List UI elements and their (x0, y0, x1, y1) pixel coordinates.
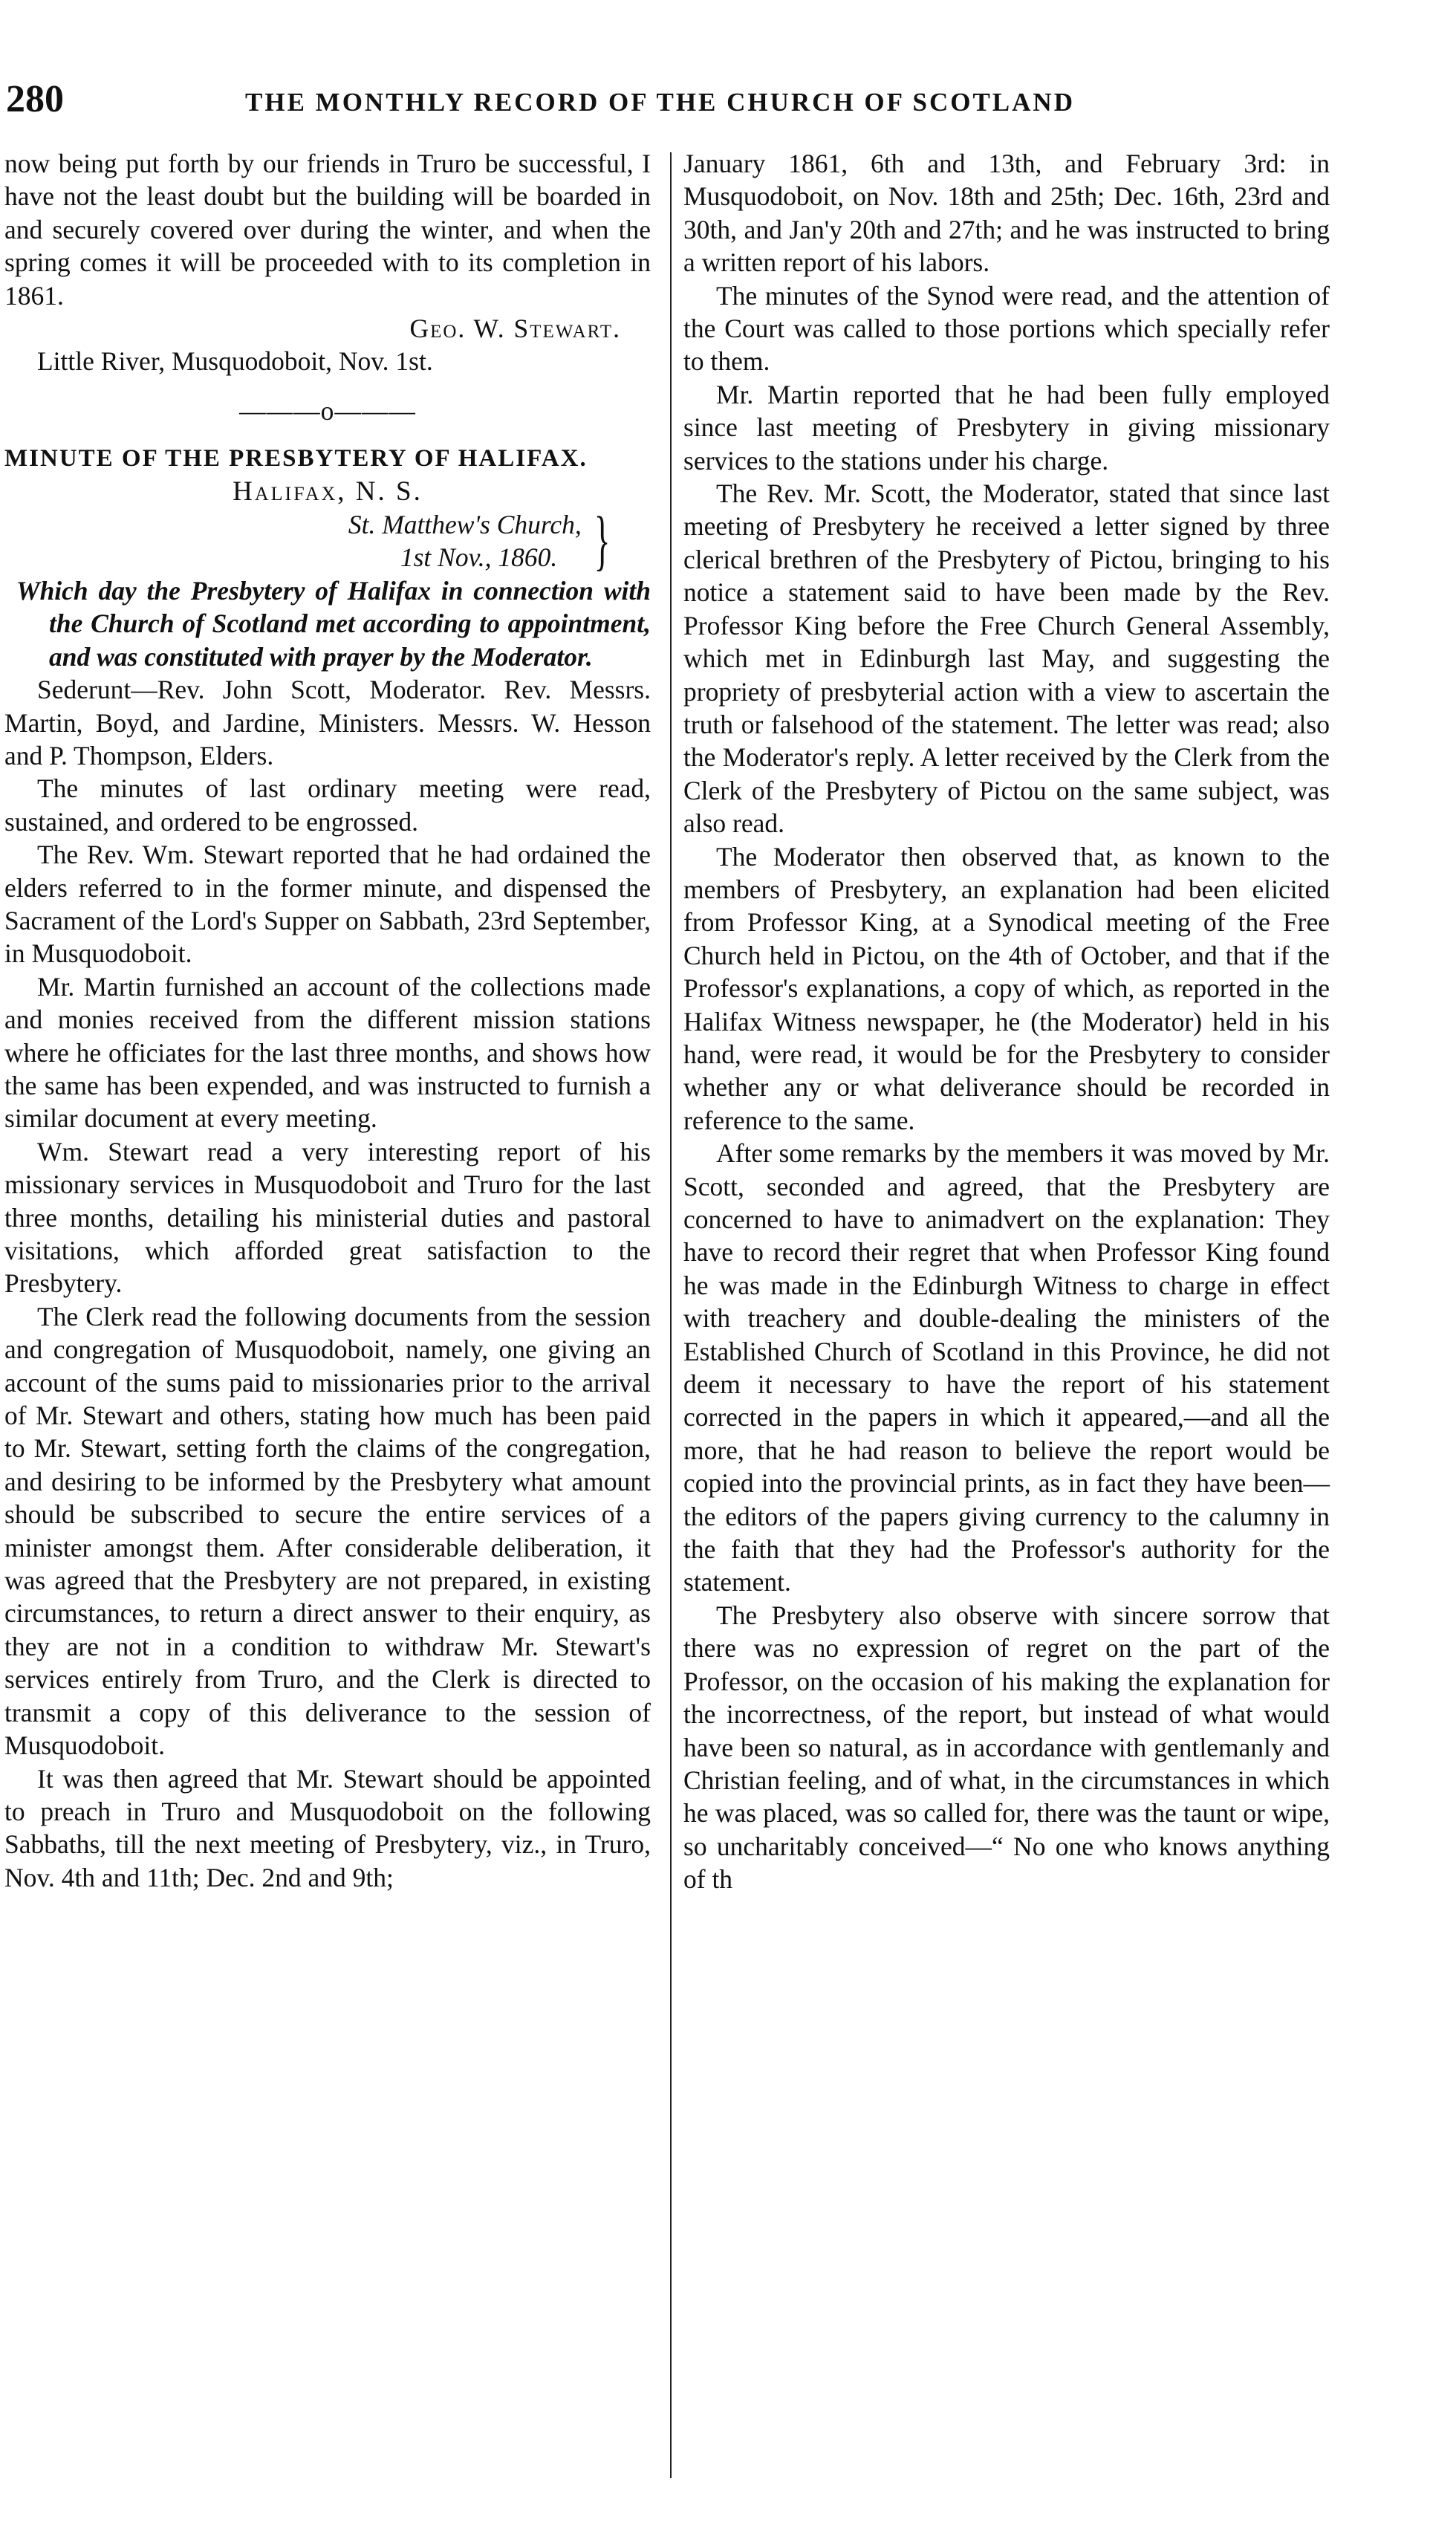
signature-place: Little River, Musquodoboit, Nov. 1st. (37, 346, 433, 377)
section-separator: ———o——— (239, 395, 416, 426)
signature-name: Geo. W. Stewart. (409, 314, 621, 344)
martin-report-paragraph: Mr. Martin reported that he had been fully employed since last meeting of Presbytery in giving missionary services to the stations under his charge. (683, 379, 1330, 476)
place-heading: Halifax, N. S. (233, 476, 423, 507)
brace-glyph: } (594, 504, 611, 578)
preamble: Which day the Presbytery of Halifax in connection with the Church of Scotland met according to appointment, and was constituted with prayer by the Moderator. (16, 575, 651, 672)
carryover-paragraph: January 1861, 6th and 13th, and February 3rd: in Musquodoboit, on Nov. 18th and 25th; Dec. 16th, 23rd and 30th, and Jan'y 20th and 27th; and he was instructed to bring a written report of his labors. (683, 149, 1330, 278)
church-date-block (4, 504, 651, 578)
observe-paragraph: The Presbytery also observe with sincere sorrow that there was no expression of regret on the part of the Professor, on the occasion of his making the explanation for the incorrectness, of the report, but instead of what would have been so natural, as in accordance with gentlemanly and Christian feeling, and of what, in the circumstances in which he was placed, was so called for, there was the taunt or wipe, so uncharitably conceived—“ No one who knows anything of th (683, 1600, 1330, 1895)
clerk-documents-paragraph: The Clerk read the following documents from the session and congregation of Musquodoboit, namely, one giving an account of the sums paid to missionaries prior to the arrival of Mr. Stewart and others, stating how much has been paid to Mr. Stewart, setting forth the claims of the congregation, and desiring to be informed by the Presbytery what amount should be subscribed to secure the entire services of a minister amongst them. After considerable deliberation, it was agreed that the Presbytery are not prepared, in existing circumstances, to return a direct answer to their enquiry, as they are not in a condition to withdraw Mr. Stewart's services entirely from Truro, and the Clerk is directed to transmit a copy of this deliverance to the session of Musquodoboit. (4, 1301, 651, 1761)
scott-letter-paragraph: The Rev. Mr. Scott, the Moderator, stated that since last meeting of Presbytery he received a letter signed by three clerical brethren of the Presbytery of Pictou, bringing to his notice a statement said to have been made by the Rev. Professor King before the Free Church General Assembly, which met in Edinburgh last May, and suggesting the propriety of presbyterial action with a view to ascertain the truth or falsehood of the statement. The letter was read; also the Moderator's reply. A letter received by the Clerk from the Clerk of the Presbytery of Pictou on the same subject, was also read. (683, 478, 1330, 839)
sederunt-paragraph: Sederunt—Rev. John Scott, Moderator. Rev. Messrs. Martin, Boyd, and Jardine, Ministers. Messrs. W. Hesson and P. Thompson, Elders. (4, 675, 651, 770)
moderator-paragraph: The Moderator then observed that, as known to the members of Presbytery, an explanation had been elicited from Professor King, at a Synodical meeting of the Free Church held in Pictou, on the 4th of October, and that if the Professor's explanations, a copy of which, as reported in the Halifax Witness newspaper, he (the Moderator) held in his hand, were read, it would be for the Presbytery to consider whether any or what deliverance should be recorded in reference to the same. (683, 841, 1330, 1135)
left-column (4, 147, 651, 1894)
stewart-report-paragraph: The Rev. Wm. Stewart reported that he had ordained the elders referred to in the former minute, and dispensed the Sacrament of the Lord's Supper on Sabbath, 23rd September, in Musquodoboit. (4, 840, 651, 969)
remarks-paragraph: After some remarks by the members it was moved by Mr. Scott, seconded and agreed, that the Presbytery are concerned to have to animadvert on the explanation: They have to record their regret that when Professor King found he was made in the Edinburgh Witness to charge in effect with treachery and double-dealing the ministers of the Established Church of Scotland in this Province, he did not deem it necessary to have the report of his statement corrected in the papers in which it appeared,—and all the more, that he had reason to believe the report would be copied into the provincial prints, as in fact they have been—the editors of the papers giving currency to the calumny in the faith that they had the Professor's authority for the statement. (683, 1138, 1330, 1597)
church-name: St. Matthew's Church, (348, 510, 582, 540)
synod-paragraph: The minutes of the Synod were read, and the attention of the Court was called to those portions which specially refer to them. (683, 280, 1330, 377)
page-number: 280 (6, 78, 64, 120)
section-title: MINUTE OF THE PRESBYTERY OF HALIFAX. (4, 445, 588, 473)
right-column (683, 147, 1330, 1896)
carryover-paragraph: now being put forth by our friends in Truro be successful, I have not the least doubt but the building will be boarded in and securely covered over during the winter, and when the spring comes it will be proceeded with to its completion in 1861. (4, 149, 651, 311)
wm-stewart-paragraph: Wm. Stewart read a very interesting report of his missionary services in Musquodoboit and Truro for the last three months, detailing his ministerial duties and pastoral visitations, which afforded great satisfaction to the Presbytery. (4, 1136, 651, 1299)
column-divider (670, 152, 672, 2478)
minutes-paragraph: The minutes of last ordinary meeting were read, sustained, and ordered to be engrossed. (4, 773, 651, 837)
martin-account-paragraph: Mr. Martin furnished an account of the collections made and monies received from the different mission stations where he officiates for the last three months, and shows how the same has been expended, and was instructed to furnish a similar document at every meeting. (4, 971, 651, 1134)
running-title: THE MONTHLY RECORD OF THE CHURCH OF SCOTLAND (245, 88, 1075, 117)
appointment-paragraph: It was then agreed that Mr. Stewart should be appointed to preach in Truro and Musquodoboit on the following Sabbaths, till the next meeting of Presbytery, viz., in Truro, Nov. 4th and 11th; Dec. 2nd and 9th; (4, 1763, 651, 1892)
meeting-date: 1st Nov., 1860. (400, 542, 558, 573)
page-header (0, 71, 1456, 131)
